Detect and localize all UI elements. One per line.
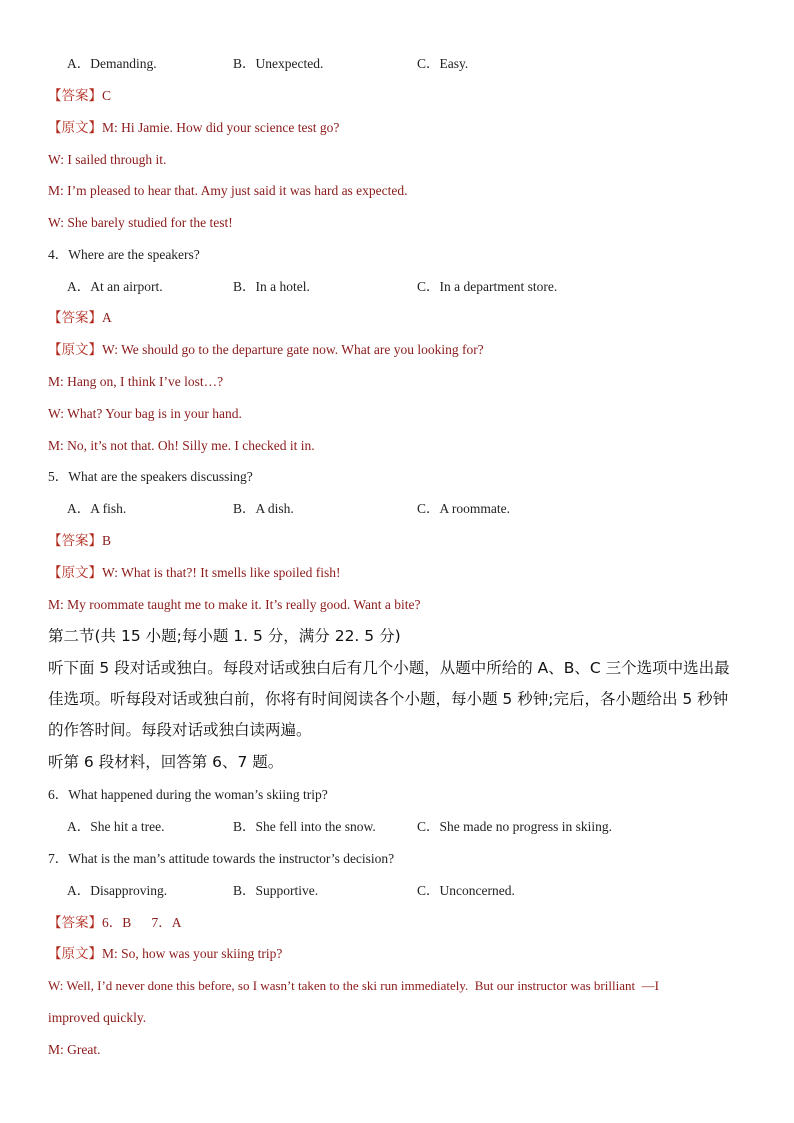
transcript-label: 【原文】 [48, 342, 102, 357]
q6-option-c: C．She made no progress in skiing. [417, 819, 612, 834]
q6-option-b: B．She fell into the snow. [233, 819, 376, 834]
answer-label: 【答案】 [48, 310, 102, 325]
q7-option-b: B．Supportive. [233, 883, 319, 898]
q67-transcript-start [48, 945, 282, 963]
q4-transcript-start [48, 341, 484, 359]
transcript-label: 【原文】 [48, 946, 102, 961]
q5-transcript-start [48, 564, 340, 582]
q7-option-a: A．Disapproving. [67, 883, 168, 898]
answer-label: 【答案】 [48, 533, 102, 548]
section-instructions-line: 的作答时间。每段对话或独白读两遍。 [48, 721, 312, 739]
q5-option-a: A．A fish. [67, 501, 127, 516]
transcript-line: M: So, how was your skiing trip? [102, 946, 283, 961]
q6-options [67, 818, 747, 836]
q5-option-c: C．A roommate. [417, 501, 510, 516]
transcript-line: W: We should go to the departure gate now. What are you looking for? [102, 342, 484, 357]
answer-label: 【答案】 [48, 915, 102, 930]
answer-value: B [102, 533, 112, 548]
section-title: 第二节(共 15 小题;每小题 1. 5 分，满分 22. 5 分) [48, 627, 401, 645]
q6-option-a: A．She hit a tree. [67, 819, 165, 834]
q4-answer [48, 309, 112, 327]
section-instructions-line: 听下面 5 段对话或独白。每段对话或独白后有几个小题，从题中所给的 A、B、C 三个选项中选出最 [48, 659, 730, 677]
q4-options [67, 278, 747, 296]
answer-label: 【答案】 [48, 88, 102, 103]
transcript-line: W: What is that?! It smells like spoiled fish! [102, 565, 341, 580]
transcript-line: M: I’m pleased to hear that. Amy just said it was hard as expected. [48, 183, 408, 198]
q4-option-a: A．At an airport. [67, 279, 163, 294]
q6-question: 6．What happened during the woman’s skiing trip? [48, 787, 328, 802]
q4-option-b: B．In a hotel. [233, 279, 310, 294]
answer-value: C [102, 88, 112, 103]
transcript-label: 【原文】 [48, 120, 102, 135]
transcript-line: improved quickly. [48, 1010, 147, 1025]
transcript-line: M: My roommate taught me to make it. It’s really good. Want a bite? [48, 597, 421, 612]
answer-value: A [102, 310, 112, 325]
q4-question: 4．Where are the speakers? [48, 247, 200, 262]
q3-answer [48, 87, 111, 105]
q3-transcript-start [48, 119, 339, 137]
transcript-line: W: I sailed through it. [48, 152, 167, 167]
transcript-label: 【原文】 [48, 565, 102, 580]
transcript-line: M: No, it’s not that. Oh! Silly me. I checked it in. [48, 438, 315, 453]
transcript-line: M: Hang on, I think I’ve lost…? [48, 374, 224, 389]
answer-value: 6．B 7．A [102, 915, 182, 930]
q3-option-a: A．Demanding. [67, 56, 157, 71]
transcript-line: W: What? Your bag is in your hand. [48, 406, 242, 421]
q5-answer [48, 532, 111, 550]
transcript-line: M: Hi Jamie. How did your science test go? [102, 120, 340, 135]
section-instructions-line: 佳选项。听每段对话或独白前，你将有时间阅读各个小题，每小题 5 秒钟;完后，各小题给出 5 秒钟 [48, 690, 729, 708]
transcript-line: M: Great. [48, 1042, 101, 1057]
q7-option-c: C．Unconcerned. [417, 883, 515, 898]
q67-answer [48, 914, 182, 932]
q3-options [67, 55, 747, 73]
q5-options [67, 500, 747, 518]
material-heading: 听第 6 段材料，回答第 6、7 题。 [48, 753, 284, 771]
q7-options [67, 882, 747, 900]
q7-question: 7．What is the man’s attitude towards the instructor’s decision? [48, 851, 395, 866]
q3-option-c: C．Easy. [417, 56, 469, 71]
q5-question: 5．What are the speakers discussing? [48, 469, 253, 484]
q4-option-c: C．In a department store. [417, 279, 558, 294]
q5-option-b: B．A dish. [233, 501, 294, 516]
q3-option-b: B．Unexpected. [233, 56, 324, 71]
transcript-line: W: Well, I’d never done this before, so I wasn’t taken to the ski run immediately. But our instructor was brilliant —I [48, 978, 659, 993]
transcript-line: W: She barely studied for the test! [48, 215, 233, 230]
